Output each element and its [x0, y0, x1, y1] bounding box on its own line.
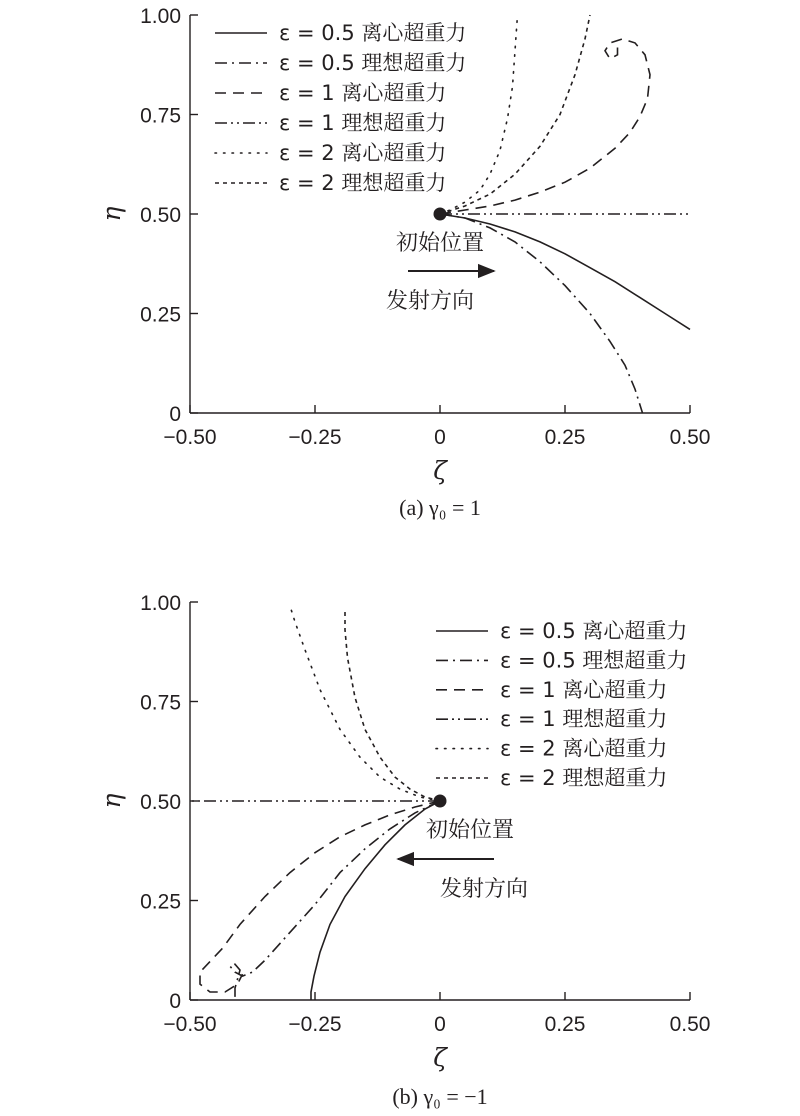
legend	[215, 21, 466, 195]
legend-entry: ε = 1 离心超重力	[500, 677, 668, 702]
y-tick-label: 0	[169, 990, 181, 1013]
legend-entry: ε = 2 离心超重力	[279, 141, 447, 165]
x-tick-label: 0.50	[669, 1013, 711, 1036]
legend-entry: ε = 2 理想超重力	[279, 171, 447, 195]
y-axis-label: η	[97, 206, 126, 222]
start-point-marker	[434, 208, 447, 221]
start-point-marker	[434, 795, 447, 808]
y-tick-label: 0.50	[140, 791, 181, 814]
panel-caption: (a) γ₀ = 1	[399, 495, 481, 520]
x-tick-label: 0	[434, 426, 446, 449]
launch-direction-label: 发射方向	[385, 289, 475, 314]
launch-direction-label: 发射方向	[439, 877, 529, 902]
start-position-label: 初始位置	[425, 818, 515, 843]
chart-panel-b	[97, 592, 710, 1109]
series-line-0	[311, 801, 440, 1000]
legend-entry: ε = 1 理想超重力	[279, 111, 447, 135]
y-tick-label: 0.25	[140, 890, 181, 914]
legend	[436, 619, 687, 790]
x-tick-label: 0.25	[544, 1013, 586, 1036]
legend-entry: ε = 0.5 理想超重力	[500, 648, 688, 673]
legend-entry: ε = 1 离心超重力	[279, 81, 447, 105]
legend-entry: ε = 0.5 离心超重力	[500, 619, 688, 643]
x-tick-label: −0.25	[288, 1013, 342, 1036]
chart-panel-a	[97, 5, 710, 520]
y-tick-label: 0.75	[140, 691, 181, 715]
panel-caption: (b) γ₀ = −1	[392, 1084, 488, 1109]
legend-entry: ε = 0.5 离心超重力	[279, 21, 467, 45]
legend-entry: ε = 0.5 理想超重力	[279, 51, 467, 75]
y-tick-label: 0.75	[140, 104, 181, 128]
y-tick-label: 0	[169, 403, 181, 426]
y-tick-label: 0.50	[140, 204, 181, 227]
x-tick-label: 0.50	[669, 426, 711, 449]
x-tick-label: −0.25	[288, 426, 342, 449]
x-axis-label: ζ	[433, 456, 447, 485]
x-tick-label: 0	[434, 1013, 446, 1036]
x-tick-label: −0.50	[163, 426, 217, 449]
series-line-4	[290, 606, 440, 801]
legend-entry: ε = 2 离心超重力	[500, 736, 668, 761]
legend-entry: ε = 2 理想超重力	[500, 766, 668, 790]
y-tick-label: 1.00	[140, 592, 181, 615]
y-tick-label: 1.00	[140, 5, 181, 28]
series-line-5	[345, 610, 440, 801]
series-line-2	[200, 801, 440, 992]
legend-entry: ε = 1 理想超重力	[500, 707, 668, 732]
y-tick-label: 0.25	[140, 303, 181, 327]
x-tick-label: −0.50	[163, 1013, 217, 1036]
x-tick-label: 0.25	[544, 426, 586, 449]
series-line-2	[440, 39, 650, 214]
x-axis-label: ζ	[433, 1043, 447, 1072]
start-position-label: 初始位置	[395, 231, 485, 256]
y-axis-label: η	[97, 793, 126, 809]
